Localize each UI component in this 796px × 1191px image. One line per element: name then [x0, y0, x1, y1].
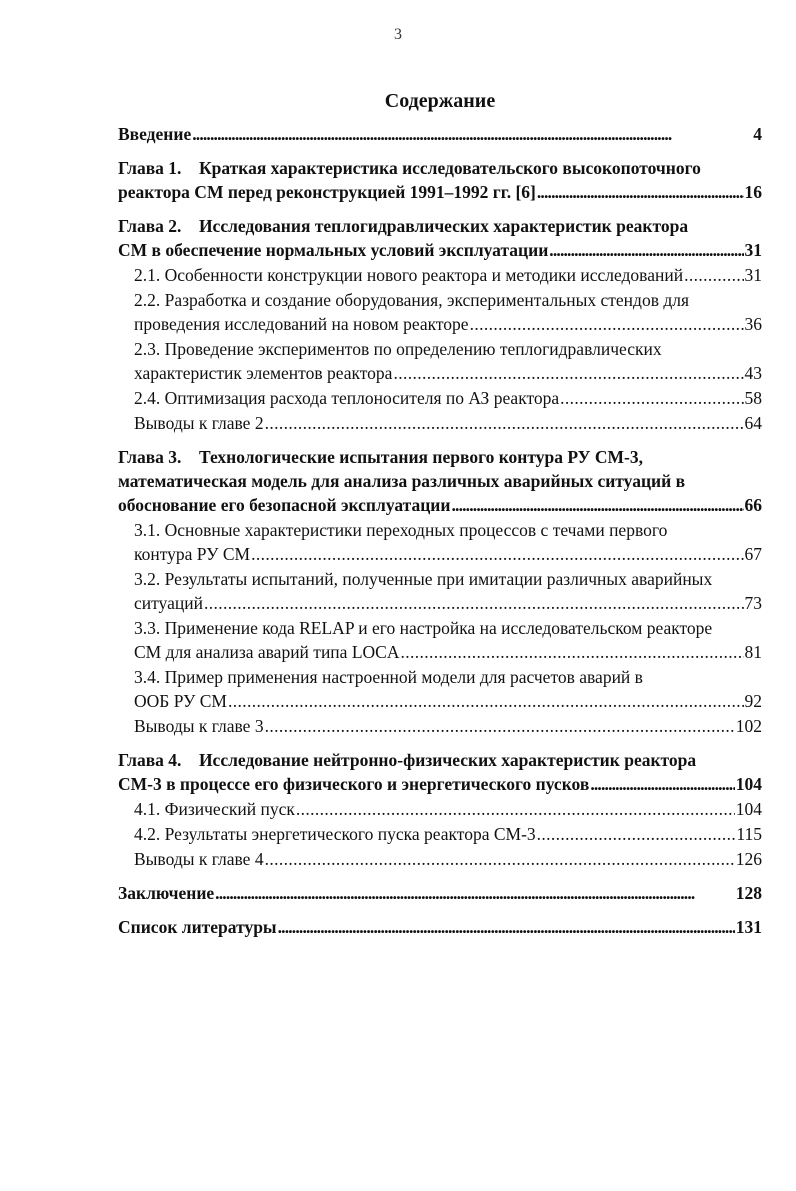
toc-entry-text: 3.4. Пример применения настроенной модели для расчетов аварий в — [134, 667, 643, 687]
toc-entry-prefix: 3.1. — [134, 520, 165, 540]
toc-chapter-entry[interactable] — [118, 881, 762, 905]
dot-leader — [251, 542, 743, 566]
toc-entry-text: ООБ РУ СМ — [134, 691, 227, 711]
toc-entry-prefix: 2.2. — [134, 290, 165, 310]
dot-leader — [228, 689, 744, 713]
dot-leader — [684, 263, 743, 287]
toc-entry-text: характеристик элементов реактора — [134, 363, 393, 383]
toc-section-entry[interactable] — [134, 386, 762, 410]
toc-entry-text: Список литературы — [118, 917, 277, 937]
toc-entry-text: Глава 3. Технологические испытания первого контура РУ СМ-3, — [118, 447, 643, 467]
toc-page-number: 31 — [744, 240, 762, 260]
toc-entry-text: 2.1. Особенности конструкции нового реактора и методики исследований — [134, 265, 684, 285]
toc-entry-prefix: Глава 1. — [118, 158, 199, 178]
toc-entry-text: СМ в обеспечение нормальных условий эксплуатации — [118, 240, 549, 260]
toc-entry-text: 3.3. Применение кода RELAP и его настройка на исследовательском реакторе — [134, 618, 713, 638]
toc-entry-text: Заключение — [118, 883, 215, 903]
toc-page-number: 73 — [744, 593, 762, 613]
toc-entry-prefix: 3.3. — [134, 618, 165, 638]
toc-section-entry[interactable] — [134, 518, 762, 566]
toc-entry-text: Глава 4. Исследование нейтронно-физических характеристик реактора — [118, 750, 697, 770]
toc-entry-text: контура РУ СМ — [134, 544, 251, 564]
toc-page-number: 131 — [735, 917, 762, 937]
toc-chapter-entry[interactable] — [118, 445, 762, 517]
toc-section-entry[interactable] — [134, 797, 762, 821]
toc-page-number: 115 — [736, 824, 762, 844]
toc-section-entry[interactable] — [134, 411, 762, 435]
dot-leader — [296, 797, 735, 821]
toc-section-entry[interactable] — [134, 263, 762, 287]
toc-entry-text: 2.2. Разработка и создание оборудования, экспериментальных стендов для — [134, 290, 690, 310]
toc-page-number: 4 — [753, 124, 762, 144]
dot-leader — [192, 122, 752, 146]
toc-page-number: 104 — [735, 774, 762, 794]
dot-leader — [265, 847, 735, 871]
dot-leader — [265, 714, 735, 738]
toc-entry-text: 4.1. Физический пуск — [134, 799, 295, 819]
toc-entry-prefix: 3.4. — [134, 667, 165, 687]
toc-entry-text: 4.2. Результаты энергетического пуска реактора СМ-3 — [134, 824, 536, 844]
toc-entry-text: 2.4. Оптимизация расхода теплоносителя по АЗ реактора — [134, 388, 560, 408]
toc-entry-text: СМ для анализа аварий типа LOCA — [134, 642, 400, 662]
toc-chapter-entry[interactable] — [118, 214, 762, 262]
toc-entry-text: Выводы к главе 2 — [134, 413, 264, 433]
toc-entry-prefix: Глава 4. — [118, 750, 199, 770]
dot-leader — [215, 881, 735, 905]
toc-entry-text: Глава 1. Краткая характеристика исследовательского высокопоточного — [118, 158, 701, 178]
toc-page-number: 104 — [735, 799, 762, 819]
toc-section-entry[interactable] — [134, 288, 762, 336]
toc-entry-prefix: Глава 2. — [118, 216, 199, 236]
toc-page-number: 66 — [744, 495, 762, 515]
toc-entry-text: СМ-3 в процессе его физического и энергетического пусков — [118, 774, 590, 794]
toc-page-number: 31 — [744, 265, 762, 285]
toc-entry-prefix: 3.2. — [134, 569, 165, 589]
toc-page-number: 64 — [744, 413, 762, 433]
toc-entry-text: обоснование его безопасной эксплуатации — [118, 495, 451, 515]
toc-entry-prefix: Глава 3. — [118, 447, 199, 467]
toc-chapter-entry[interactable] — [118, 915, 762, 939]
toc-entry-text: 2.3. Проведение экспериментов по определению теплогидравлических — [134, 339, 662, 359]
dot-leader — [549, 238, 743, 262]
dot-leader — [451, 493, 743, 517]
toc-entry-text: реактора СМ перед реконструкцией 1991–1992 гг. [6] — [118, 182, 536, 202]
dot-leader — [590, 772, 734, 796]
dot-leader — [204, 591, 744, 615]
dot-leader — [265, 411, 744, 435]
toc-page-number: 58 — [744, 388, 762, 408]
toc-page-number: 81 — [744, 642, 762, 662]
toc-page-number: 16 — [744, 182, 762, 202]
toc-chapter-entry[interactable] — [118, 122, 762, 146]
toc-chapter-entry[interactable] — [118, 748, 762, 796]
toc-page-number: 126 — [735, 849, 762, 869]
toc-entry-text: проведения исследований на новом реакторе — [134, 314, 469, 334]
toc-page-number: 43 — [744, 363, 762, 383]
toc-chapter-entry[interactable] — [118, 156, 762, 204]
dot-leader — [470, 312, 744, 336]
toc-entry-text: 3.1. Основные характеристики переходных процессов с течами первого — [134, 520, 668, 540]
page-title: Содержание — [384, 90, 496, 112]
toc-section-entry[interactable] — [134, 567, 762, 615]
toc-entry-text: ситуаций — [134, 593, 203, 613]
dot-leader — [560, 386, 743, 410]
toc-entry-text: Введение — [118, 124, 192, 144]
dot-leader — [278, 915, 735, 939]
dot-leader — [393, 361, 743, 385]
toc-entry-prefix: 2.3. — [134, 339, 165, 359]
toc-section-entry[interactable] — [134, 665, 762, 713]
toc-entry-text: Выводы к главе 3 — [134, 716, 264, 736]
toc-entry-text: 3.2. Результаты испытаний, полученные при имитации различных аварийных — [134, 569, 713, 589]
toc-page-number: 102 — [735, 716, 762, 736]
dot-leader — [400, 640, 743, 664]
toc-entry-text: Выводы к главе 4 — [134, 849, 264, 869]
dot-leader — [537, 180, 744, 204]
table-of-contents — [118, 122, 762, 939]
toc-section-entry[interactable] — [134, 337, 762, 385]
toc-entry-text: Глава 2. Исследования теплогидравлических характеристик реактора — [118, 216, 689, 236]
toc-entry-text: математическая модель для анализа различных аварийных ситуаций в — [118, 471, 686, 491]
toc-section-entry[interactable] — [134, 847, 762, 871]
toc-section-entry[interactable] — [134, 616, 762, 664]
toc-section-entry[interactable] — [134, 714, 762, 738]
toc-page-number: 36 — [744, 314, 762, 334]
toc-section-entry[interactable] — [134, 822, 762, 846]
dot-leader — [537, 822, 736, 846]
toc-page-number: 92 — [744, 691, 762, 711]
page-number: 3 — [394, 26, 402, 43]
toc-page-number: 128 — [735, 883, 762, 903]
toc-page-number: 67 — [744, 544, 762, 564]
